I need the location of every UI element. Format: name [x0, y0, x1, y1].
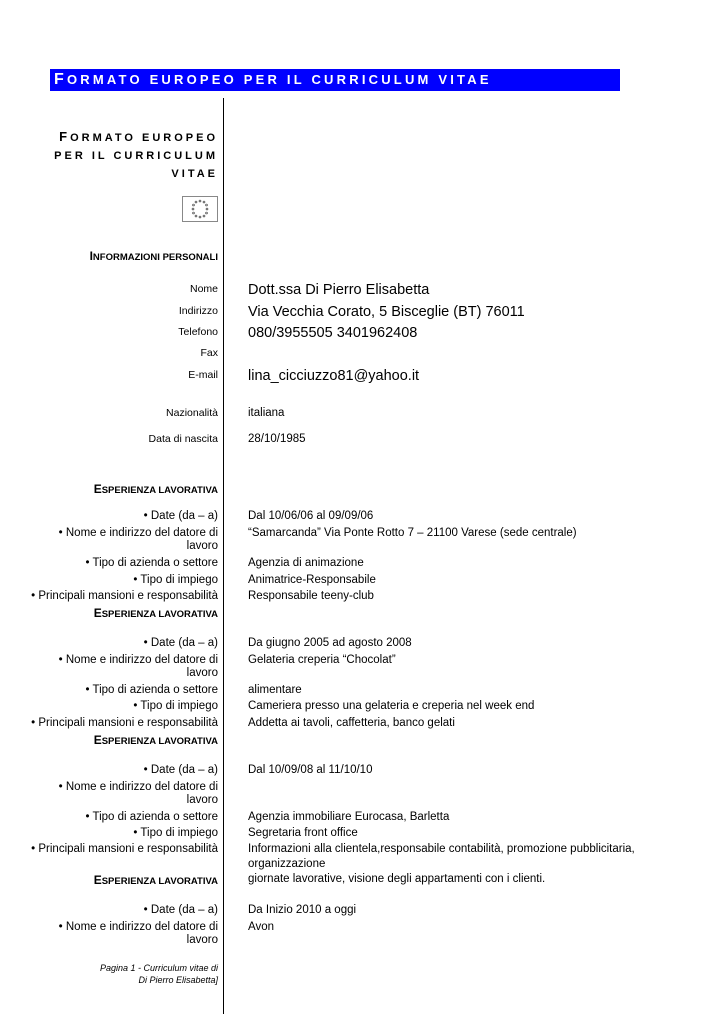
sector-label: • Tipo di azienda o settore	[85, 684, 218, 696]
sector-label: • Tipo di azienda o settore	[85, 811, 218, 823]
employer-label: • Nome e indirizzo del datore di lavoro	[58, 781, 218, 806]
fax-label: Fax	[200, 347, 218, 359]
cv-title-bar	[50, 69, 620, 91]
eu-flag-icon	[182, 196, 218, 222]
phone-value: 080/3955505 3401962408	[248, 325, 418, 341]
duties-value: Informazioni alla clientela,responsabile contabilità, promozione pubblicitaria, organizzazione giornate lavorative, visione degli appartamenti con i clienti.	[248, 843, 635, 885]
job-type-label: • Tipo di impiego	[133, 827, 218, 839]
address-label: Indirizzo	[178, 305, 218, 317]
footer-line-2: Di Pierro Elisabetta]	[138, 975, 218, 985]
nationality-value: italiana	[248, 407, 285, 419]
sector-label: • Tipo di azienda o settore	[85, 557, 218, 569]
job-type-value: Cameriera presso una gelateria e creperia nel week end	[248, 700, 535, 712]
sector-value: Agenzia di animazione	[248, 557, 364, 569]
job-type-value: Segretaria front office	[248, 827, 358, 839]
email-label: E-mail	[188, 369, 218, 381]
employer-label: • Nome e indirizzo del datore di lavoro	[58, 527, 218, 552]
date-value: Dal 10/09/08 al 11/10/10	[248, 764, 373, 776]
duties-label: • Principali mansioni e responsabilità	[31, 590, 218, 602]
duties-value: Addetta ai tavoli, caffetteria, banco gelati	[248, 717, 455, 729]
experience-heading: ESPERIENZA LAVORATIVA	[93, 873, 218, 887]
employer-value: Gelateria creperia “Chocolat”	[248, 654, 396, 666]
name-value: Dott.ssa Di Pierro Elisabetta	[248, 282, 430, 298]
experience-heading: ESPERIENZA LAVORATIVA	[93, 733, 218, 747]
employer-value: Avon	[248, 921, 275, 933]
nationality-label: Nazionalità	[166, 407, 218, 419]
employer-label: • Nome e indirizzo del datore di lavoro	[58, 921, 218, 946]
left-title-line-3: VITAE	[171, 168, 218, 180]
cv-title-initial: F	[54, 71, 67, 88]
job-type-label: • Tipo di impiego	[133, 574, 218, 586]
job-type-value: Animatrice-Responsabile	[248, 574, 376, 586]
cv-title-text: ORMATO EUROPEO PER IL CURRICULUM VITAE	[66, 72, 492, 87]
address-value: Via Vecchia Corato, 5 Bisceglie (BT) 76011	[248, 304, 525, 320]
experience-heading: ESPERIENZA LAVORATIVA	[93, 482, 218, 496]
footer-line-1: Pagina 1 - Curriculum vitae di	[99, 963, 218, 973]
page-footer	[0, 962, 218, 986]
left-title-line-1: FORMATO EUROPEO	[59, 129, 218, 144]
employer-label: • Nome e indirizzo del datore di lavoro	[58, 654, 218, 679]
left-title-line-2: PER IL CURRICULUM	[54, 150, 218, 162]
email-value: lina_cicciuzzo81@yahoo.it	[248, 368, 420, 384]
date-label: • Date (da – a)	[143, 510, 218, 522]
birthdate-label: Data di nascita	[148, 433, 218, 445]
duties-label: • Principali mansioni e responsabilità	[31, 717, 218, 729]
experience-heading: ESPERIENZA LAVORATIVA	[93, 606, 218, 620]
phone-label: Telefono	[178, 326, 218, 338]
employer-value: “Samarcanda” Via Ponte Rotto 7 – 21100 Varese (sede centrale)	[248, 527, 577, 539]
date-label: • Date (da – a)	[143, 764, 218, 776]
name-label: Nome	[189, 283, 218, 295]
column-divider	[223, 98, 224, 1014]
personal-info-heading: INFORMAZIONI PERSONALI	[89, 249, 218, 263]
date-label: • Date (da – a)	[143, 904, 218, 916]
sector-value: alimentare	[248, 684, 302, 696]
date-value: Da giugno 2005 ad agosto 2008	[248, 637, 412, 649]
date-label: • Date (da – a)	[143, 637, 218, 649]
duties-label: • Principali mansioni e responsabilità	[31, 843, 218, 855]
job-type-label: • Tipo di impiego	[133, 700, 218, 712]
date-value: Da Inizio 2010 a oggi	[248, 904, 357, 916]
left-title	[48, 128, 218, 183]
duties-value: Responsabile teeny-club	[248, 590, 374, 602]
birthdate-value: 28/10/1985	[248, 433, 306, 445]
date-value: Dal 10/06/06 al 09/09/06	[248, 510, 374, 522]
sector-value: Agenzia immobiliare Eurocasa, Barletta	[248, 811, 450, 823]
